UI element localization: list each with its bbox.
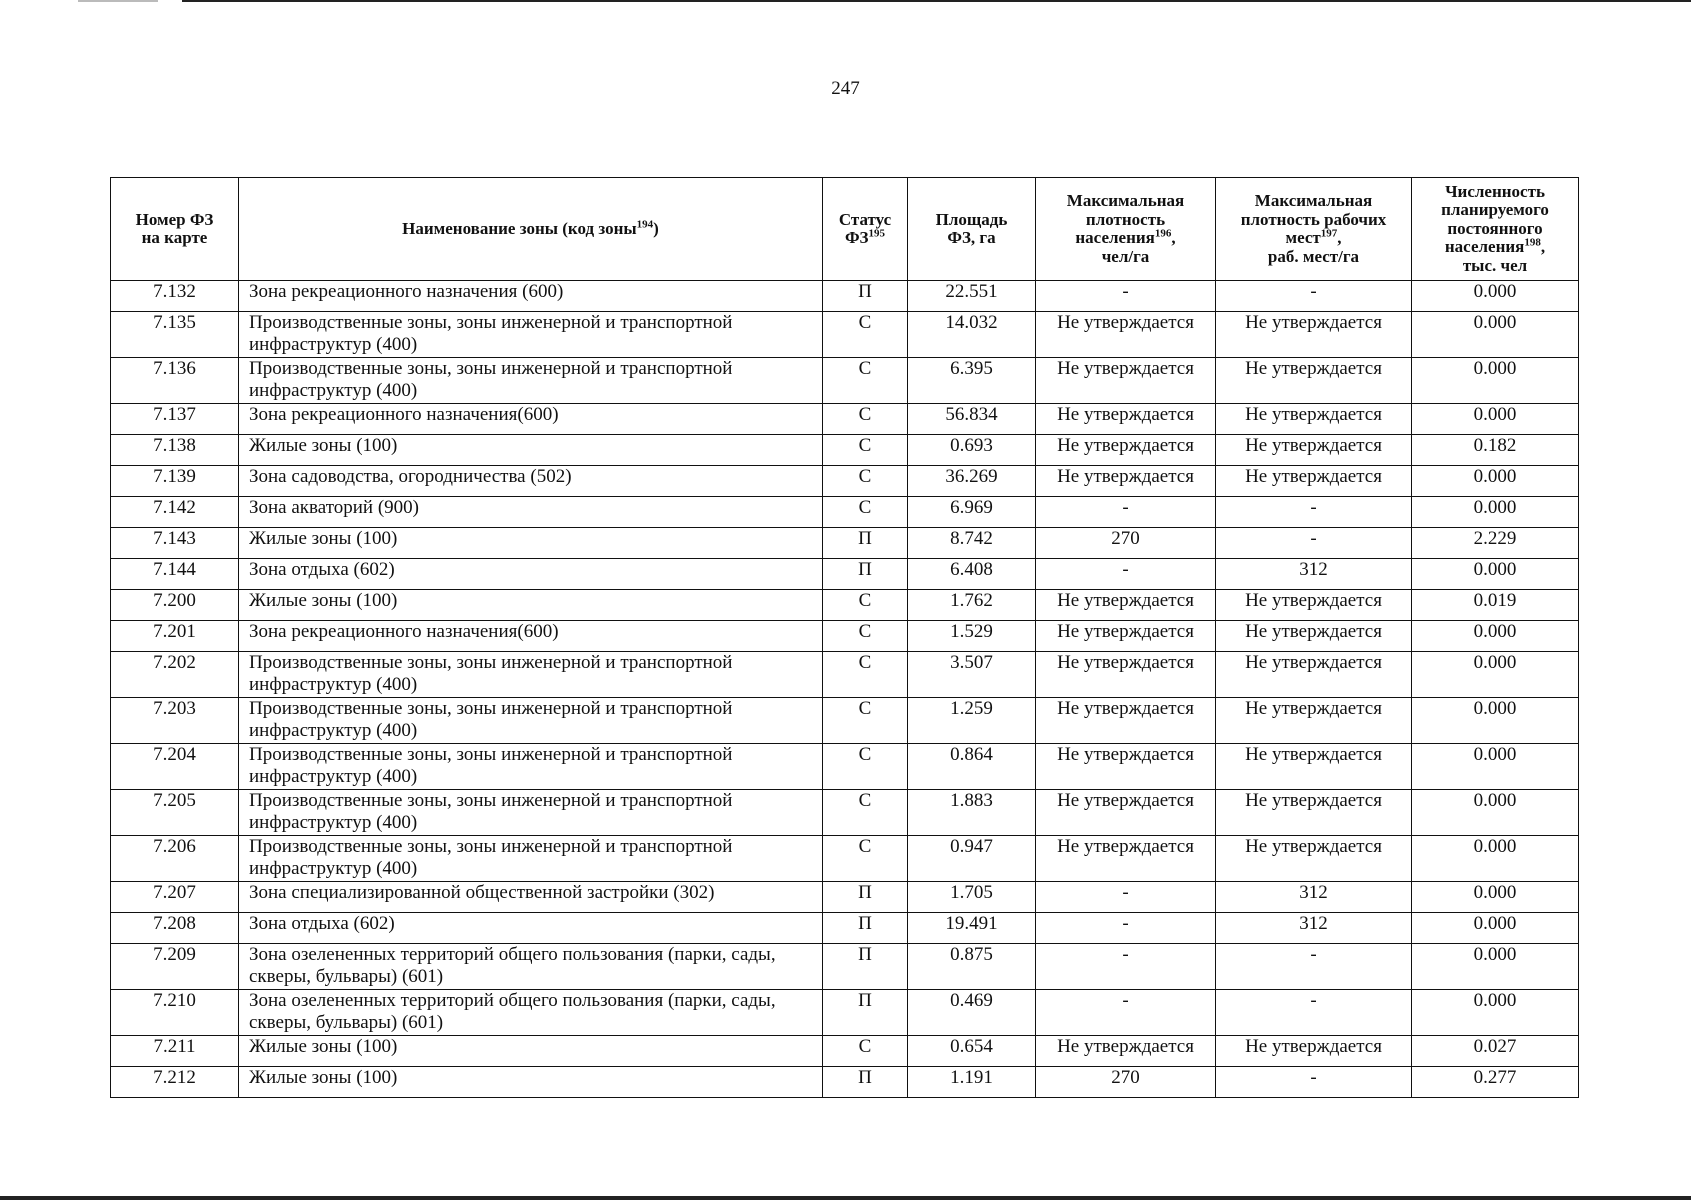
cell-planned-population: 0.000	[1412, 559, 1579, 590]
cell-planned-population: 0.000	[1412, 621, 1579, 652]
cell-zone-name: Жилые зоны (100)	[239, 1036, 823, 1067]
cell-area: 6.408	[908, 559, 1036, 590]
cell-planned-population: 0.277	[1412, 1067, 1579, 1098]
cell-jobs-density: Не утверждается	[1216, 621, 1412, 652]
table-row	[111, 404, 1579, 435]
cell-zone-number: 7.212	[111, 1067, 239, 1098]
cell-planned-population: 0.000	[1412, 913, 1579, 944]
cell-population-density: -	[1036, 281, 1216, 312]
cell-status: П	[823, 281, 908, 312]
cell-population-density: Не утверждается	[1036, 1036, 1216, 1067]
table-row	[111, 528, 1579, 559]
cell-zone-name: Жилые зоны (100)	[239, 590, 823, 621]
cell-zone-name: Зона озелененных территорий общего пользования (парки, сады, скверы, бульвары) (601)	[239, 944, 823, 990]
cell-zone-number: 7.210	[111, 990, 239, 1036]
cell-jobs-density: 312	[1216, 559, 1412, 590]
cell-status: С	[823, 404, 908, 435]
cell-zone-number: 7.201	[111, 621, 239, 652]
cell-status: С	[823, 497, 908, 528]
cell-zone-name: Зона садоводства, огородничества (502)	[239, 466, 823, 497]
cell-zone-number: 7.206	[111, 836, 239, 882]
cell-zone-name: Зона специализированной общественной застройки (302)	[239, 882, 823, 913]
cell-planned-population: 0.000	[1412, 944, 1579, 990]
cell-planned-population: 0.000	[1412, 312, 1579, 358]
table-row	[111, 621, 1579, 652]
cell-zone-name: Зона рекреационного назначения (600)	[239, 281, 823, 312]
cell-status: С	[823, 698, 908, 744]
cell-status: П	[823, 990, 908, 1036]
table-header-row	[111, 178, 1579, 281]
header-status: Статус ФЗ$^{195}$	[823, 178, 908, 281]
cell-area: 19.491	[908, 913, 1036, 944]
cell-jobs-density: Не утверждается	[1216, 790, 1412, 836]
table-row	[111, 559, 1579, 590]
cell-zone-name: Жилые зоны (100)	[239, 435, 823, 466]
table-row	[111, 744, 1579, 790]
cell-jobs-density: -	[1216, 1067, 1412, 1098]
cell-zone-number: 7.132	[111, 281, 239, 312]
cell-area: 0.693	[908, 435, 1036, 466]
cell-zone-number: 7.137	[111, 404, 239, 435]
cell-area: 0.947	[908, 836, 1036, 882]
header-zone-number: Номер ФЗ на карте	[111, 178, 239, 281]
cell-zone-name: Жилые зоны (100)	[239, 528, 823, 559]
table-row	[111, 590, 1579, 621]
cell-population-density: -	[1036, 497, 1216, 528]
header-jobs-density: Максимальная плотность рабочих мест$^{197}$, раб. мест/га	[1216, 178, 1412, 281]
cell-zone-number: 7.142	[111, 497, 239, 528]
cell-planned-population: 0.000	[1412, 652, 1579, 698]
table-row	[111, 790, 1579, 836]
cell-population-density: 270	[1036, 528, 1216, 559]
cell-status: С	[823, 312, 908, 358]
table-row	[111, 944, 1579, 990]
cell-jobs-density: -	[1216, 281, 1412, 312]
cell-jobs-density: -	[1216, 990, 1412, 1036]
cell-planned-population: 0.000	[1412, 744, 1579, 790]
cell-zone-name: Производственные зоны, зоны инженерной и транспортной инфраструктур (400)	[239, 652, 823, 698]
top-rule	[182, 0, 1691, 2]
cell-area: 1.762	[908, 590, 1036, 621]
cell-population-density: Не утверждается	[1036, 435, 1216, 466]
cell-status: П	[823, 944, 908, 990]
cell-population-density: Не утверждается	[1036, 404, 1216, 435]
cell-jobs-density: Не утверждается	[1216, 466, 1412, 497]
cell-status: С	[823, 744, 908, 790]
cell-status: С	[823, 358, 908, 404]
scan-mark	[78, 0, 158, 2]
cell-status: П	[823, 913, 908, 944]
table-row	[111, 913, 1579, 944]
cell-population-density: -	[1036, 990, 1216, 1036]
cell-jobs-density: Не утверждается	[1216, 698, 1412, 744]
cell-zone-name: Зона акваторий (900)	[239, 497, 823, 528]
cell-zone-name: Производственные зоны, зоны инженерной и транспортной инфраструктур (400)	[239, 358, 823, 404]
cell-status: С	[823, 435, 908, 466]
table-row	[111, 882, 1579, 913]
header-planned-population: Численность планируемого постоянного населения$^{198}$, тыс. чел	[1412, 178, 1579, 281]
cell-zone-number: 7.203	[111, 698, 239, 744]
cell-zone-number: 7.208	[111, 913, 239, 944]
cell-status: С	[823, 621, 908, 652]
cell-jobs-density: Не утверждается	[1216, 435, 1412, 466]
cell-zone-name: Производственные зоны, зоны инженерной и транспортной инфраструктур (400)	[239, 744, 823, 790]
cell-area: 6.395	[908, 358, 1036, 404]
cell-zone-number: 7.207	[111, 882, 239, 913]
cell-population-density: Не утверждается	[1036, 621, 1216, 652]
header-population-density: Максимальная плотность населения$^{196}$, чел/га	[1036, 178, 1216, 281]
cell-area: 0.469	[908, 990, 1036, 1036]
cell-planned-population: 0.000	[1412, 882, 1579, 913]
cell-status: П	[823, 1067, 908, 1098]
page-number: 247	[831, 78, 860, 99]
cell-population-density: Не утверждается	[1036, 744, 1216, 790]
cell-planned-population: 0.000	[1412, 404, 1579, 435]
cell-area: 1.705	[908, 882, 1036, 913]
cell-area: 56.834	[908, 404, 1036, 435]
cell-population-density: 270	[1036, 1067, 1216, 1098]
zones-table	[110, 177, 1579, 1098]
cell-zone-number: 7.211	[111, 1036, 239, 1067]
cell-population-density: -	[1036, 913, 1216, 944]
cell-jobs-density: Не утверждается	[1216, 744, 1412, 790]
cell-jobs-density: Не утверждается	[1216, 404, 1412, 435]
table-row	[111, 836, 1579, 882]
cell-population-density: Не утверждается	[1036, 312, 1216, 358]
cell-area: 0.875	[908, 944, 1036, 990]
cell-status: С	[823, 836, 908, 882]
cell-jobs-density: 312	[1216, 882, 1412, 913]
cell-status: С	[823, 652, 908, 698]
cell-zone-name: Зона озелененных территорий общего пользования (парки, сады, скверы, бульвары) (601)	[239, 990, 823, 1036]
header-area: Площадь ФЗ, га	[908, 178, 1036, 281]
cell-population-density: Не утверждается	[1036, 358, 1216, 404]
cell-population-density: Не утверждается	[1036, 790, 1216, 836]
cell-planned-population: 0.000	[1412, 698, 1579, 744]
cell-jobs-density: Не утверждается	[1216, 590, 1412, 621]
table-row	[111, 1036, 1579, 1067]
cell-planned-population: 2.229	[1412, 528, 1579, 559]
table-row	[111, 652, 1579, 698]
cell-planned-population: 0.027	[1412, 1036, 1579, 1067]
cell-status: С	[823, 1036, 908, 1067]
table-row	[111, 990, 1579, 1036]
cell-population-density: Не утверждается	[1036, 836, 1216, 882]
bottom-rule	[0, 1196, 1691, 1200]
cell-status: П	[823, 559, 908, 590]
cell-population-density: Не утверждается	[1036, 466, 1216, 497]
cell-planned-population: 0.019	[1412, 590, 1579, 621]
cell-status: С	[823, 466, 908, 497]
cell-population-density: Не утверждается	[1036, 652, 1216, 698]
cell-area: 1.883	[908, 790, 1036, 836]
cell-zone-name: Зона отдыха (602)	[239, 559, 823, 590]
cell-jobs-density: -	[1216, 944, 1412, 990]
cell-jobs-density: 312	[1216, 913, 1412, 944]
cell-jobs-density: Не утверждается	[1216, 836, 1412, 882]
cell-area: 1.529	[908, 621, 1036, 652]
cell-planned-population: 0.000	[1412, 281, 1579, 312]
cell-status: С	[823, 790, 908, 836]
cell-zone-name: Зона рекреационного назначения(600)	[239, 621, 823, 652]
cell-zone-number: 7.144	[111, 559, 239, 590]
cell-jobs-density: Не утверждается	[1216, 1036, 1412, 1067]
table-row	[111, 281, 1579, 312]
table-row	[111, 1067, 1579, 1098]
cell-planned-population: 0.000	[1412, 466, 1579, 497]
cell-population-density: -	[1036, 559, 1216, 590]
table-row	[111, 698, 1579, 744]
table-row	[111, 312, 1579, 358]
header-zone-name: Наименование зоны (код зоны$^{194}$)	[239, 178, 823, 281]
cell-zone-name: Зона рекреационного назначения(600)	[239, 404, 823, 435]
cell-zone-name: Производственные зоны, зоны инженерной и транспортной инфраструктур (400)	[239, 836, 823, 882]
cell-area: 1.191	[908, 1067, 1036, 1098]
cell-planned-population: 0.000	[1412, 790, 1579, 836]
cell-jobs-density: Не утверждается	[1216, 312, 1412, 358]
cell-zone-number: 7.143	[111, 528, 239, 559]
table-row	[111, 497, 1579, 528]
cell-area: 8.742	[908, 528, 1036, 559]
cell-area: 36.269	[908, 466, 1036, 497]
table-row	[111, 435, 1579, 466]
cell-zone-number: 7.136	[111, 358, 239, 404]
cell-jobs-density: -	[1216, 528, 1412, 559]
cell-zone-number: 7.200	[111, 590, 239, 621]
cell-population-density: -	[1036, 882, 1216, 913]
cell-zone-name: Жилые зоны (100)	[239, 1067, 823, 1098]
cell-status: П	[823, 528, 908, 559]
cell-planned-population: 0.000	[1412, 497, 1579, 528]
cell-zone-number: 7.209	[111, 944, 239, 990]
cell-zone-number: 7.205	[111, 790, 239, 836]
cell-zone-name: Производственные зоны, зоны инженерной и транспортной инфраструктур (400)	[239, 790, 823, 836]
cell-planned-population: 0.000	[1412, 990, 1579, 1036]
table-row	[111, 466, 1579, 497]
cell-zone-number: 7.139	[111, 466, 239, 497]
cell-zone-number: 7.135	[111, 312, 239, 358]
cell-area: 14.032	[908, 312, 1036, 358]
cell-zone-name: Производственные зоны, зоны инженерной и транспортной инфраструктур (400)	[239, 698, 823, 744]
cell-area: 1.259	[908, 698, 1036, 744]
cell-population-density: -	[1036, 944, 1216, 990]
cell-area: 0.864	[908, 744, 1036, 790]
cell-planned-population: 0.000	[1412, 836, 1579, 882]
cell-population-density: Не утверждается	[1036, 698, 1216, 744]
cell-area: 22.551	[908, 281, 1036, 312]
cell-zone-number: 7.202	[111, 652, 239, 698]
cell-population-density: Не утверждается	[1036, 590, 1216, 621]
cell-status: П	[823, 882, 908, 913]
cell-zone-number: 7.204	[111, 744, 239, 790]
cell-zone-name: Зона отдыха (602)	[239, 913, 823, 944]
cell-zone-name: Производственные зоны, зоны инженерной и транспортной инфраструктур (400)	[239, 312, 823, 358]
cell-area: 6.969	[908, 497, 1036, 528]
cell-planned-population: 0.182	[1412, 435, 1579, 466]
cell-zone-number: 7.138	[111, 435, 239, 466]
cell-area: 3.507	[908, 652, 1036, 698]
cell-area: 0.654	[908, 1036, 1036, 1067]
cell-planned-population: 0.000	[1412, 358, 1579, 404]
cell-jobs-density: -	[1216, 497, 1412, 528]
cell-jobs-density: Не утверждается	[1216, 358, 1412, 404]
table-row	[111, 358, 1579, 404]
cell-jobs-density: Не утверждается	[1216, 652, 1412, 698]
cell-status: С	[823, 590, 908, 621]
